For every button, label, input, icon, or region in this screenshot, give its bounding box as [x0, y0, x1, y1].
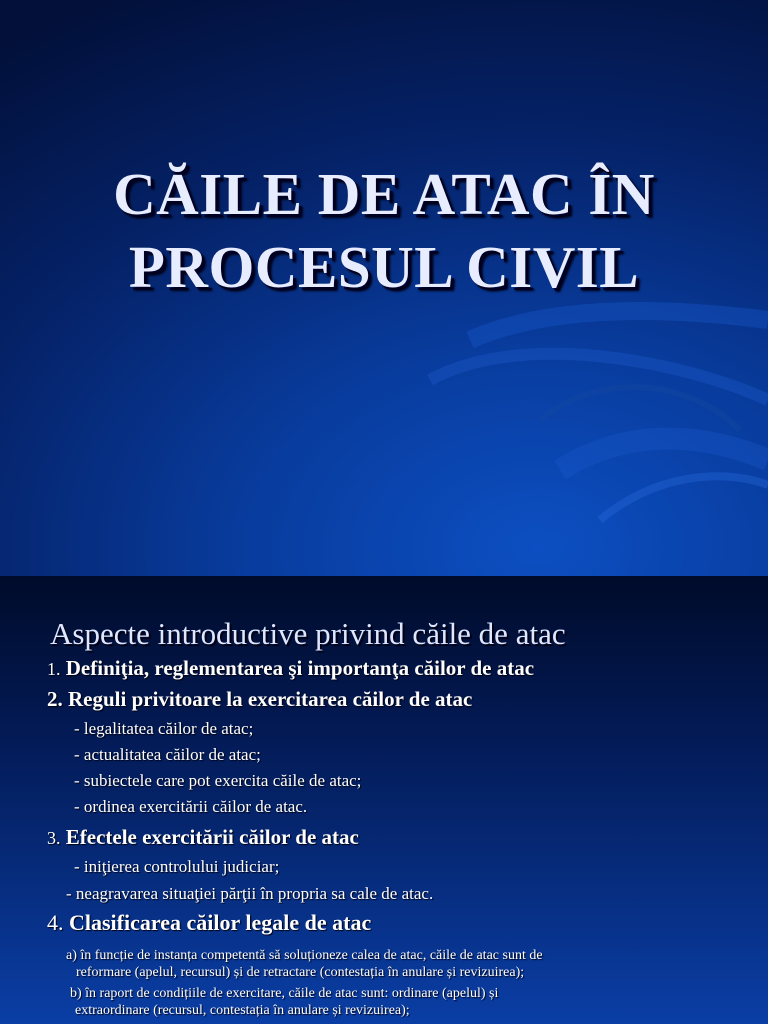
list-item-2-text: Reguli privitoare la exercitarea căilor de atac — [68, 687, 473, 711]
list-item-2-number: 2. — [47, 687, 63, 711]
list-item-1-text: Definiţia, reglementarea şi importanţa căilor de atac — [65, 656, 535, 680]
list-item-3 — [47, 825, 359, 850]
classification-b — [70, 985, 498, 1019]
classification-b-line-1: b) în raport de condițiile de exercitare, căile de atac sunt: ordinare (apelul) și — [70, 986, 499, 1001]
slide-title — [0, 158, 768, 304]
classification-a-line-2: reformare (apelul, recursul) și de retractare (contestația în anulare și revizuirea); — [76, 965, 525, 980]
sub-item: - actualitatea căilor de atac; — [74, 745, 261, 764]
classification-a-line-1: a) în funcție de instanța competentă să soluționeze calea de atac, căile de atac sunt de — [66, 948, 543, 963]
list-item-3-number: 3. — [47, 828, 61, 848]
list-item-2 — [47, 687, 472, 712]
slide-title-line-1: CĂILE DE ATAC ÎN — [113, 161, 655, 227]
list-item-4 — [47, 910, 371, 936]
slide-title-line-2: PROCESUL CIVIL — [128, 234, 640, 300]
list-item-1-number: 1. — [47, 659, 61, 679]
classification-a — [66, 947, 543, 981]
sub-item: - legalitatea căilor de atac; — [74, 719, 254, 738]
classification-b-line-2: extraordinare (recursul, contestația în anulare și revizuirea); — [75, 1003, 410, 1018]
list-item-1 — [47, 656, 534, 681]
sub-item: - subiectele care pot exercita căile de atac; — [74, 771, 362, 790]
sub-item: - iniţierea controlului judiciar; — [74, 857, 280, 876]
sub-item: - ordinea exercitării căilor de atac. — [74, 797, 308, 816]
content-slide — [0, 576, 768, 1024]
list-item-4-text: Clasificarea căilor legale de atac — [69, 910, 372, 935]
sub-item: - neagravarea situaţiei părţii în propria sa cale de atac. — [66, 884, 434, 903]
list-item-3-text: Efectele exercitării căilor de atac — [65, 825, 359, 849]
list-item-4-number: 4. — [47, 910, 64, 935]
content-slide-heading: Aspecte introductive privind căile de atac — [50, 616, 566, 651]
content-slide-body — [0, 576, 768, 1024]
